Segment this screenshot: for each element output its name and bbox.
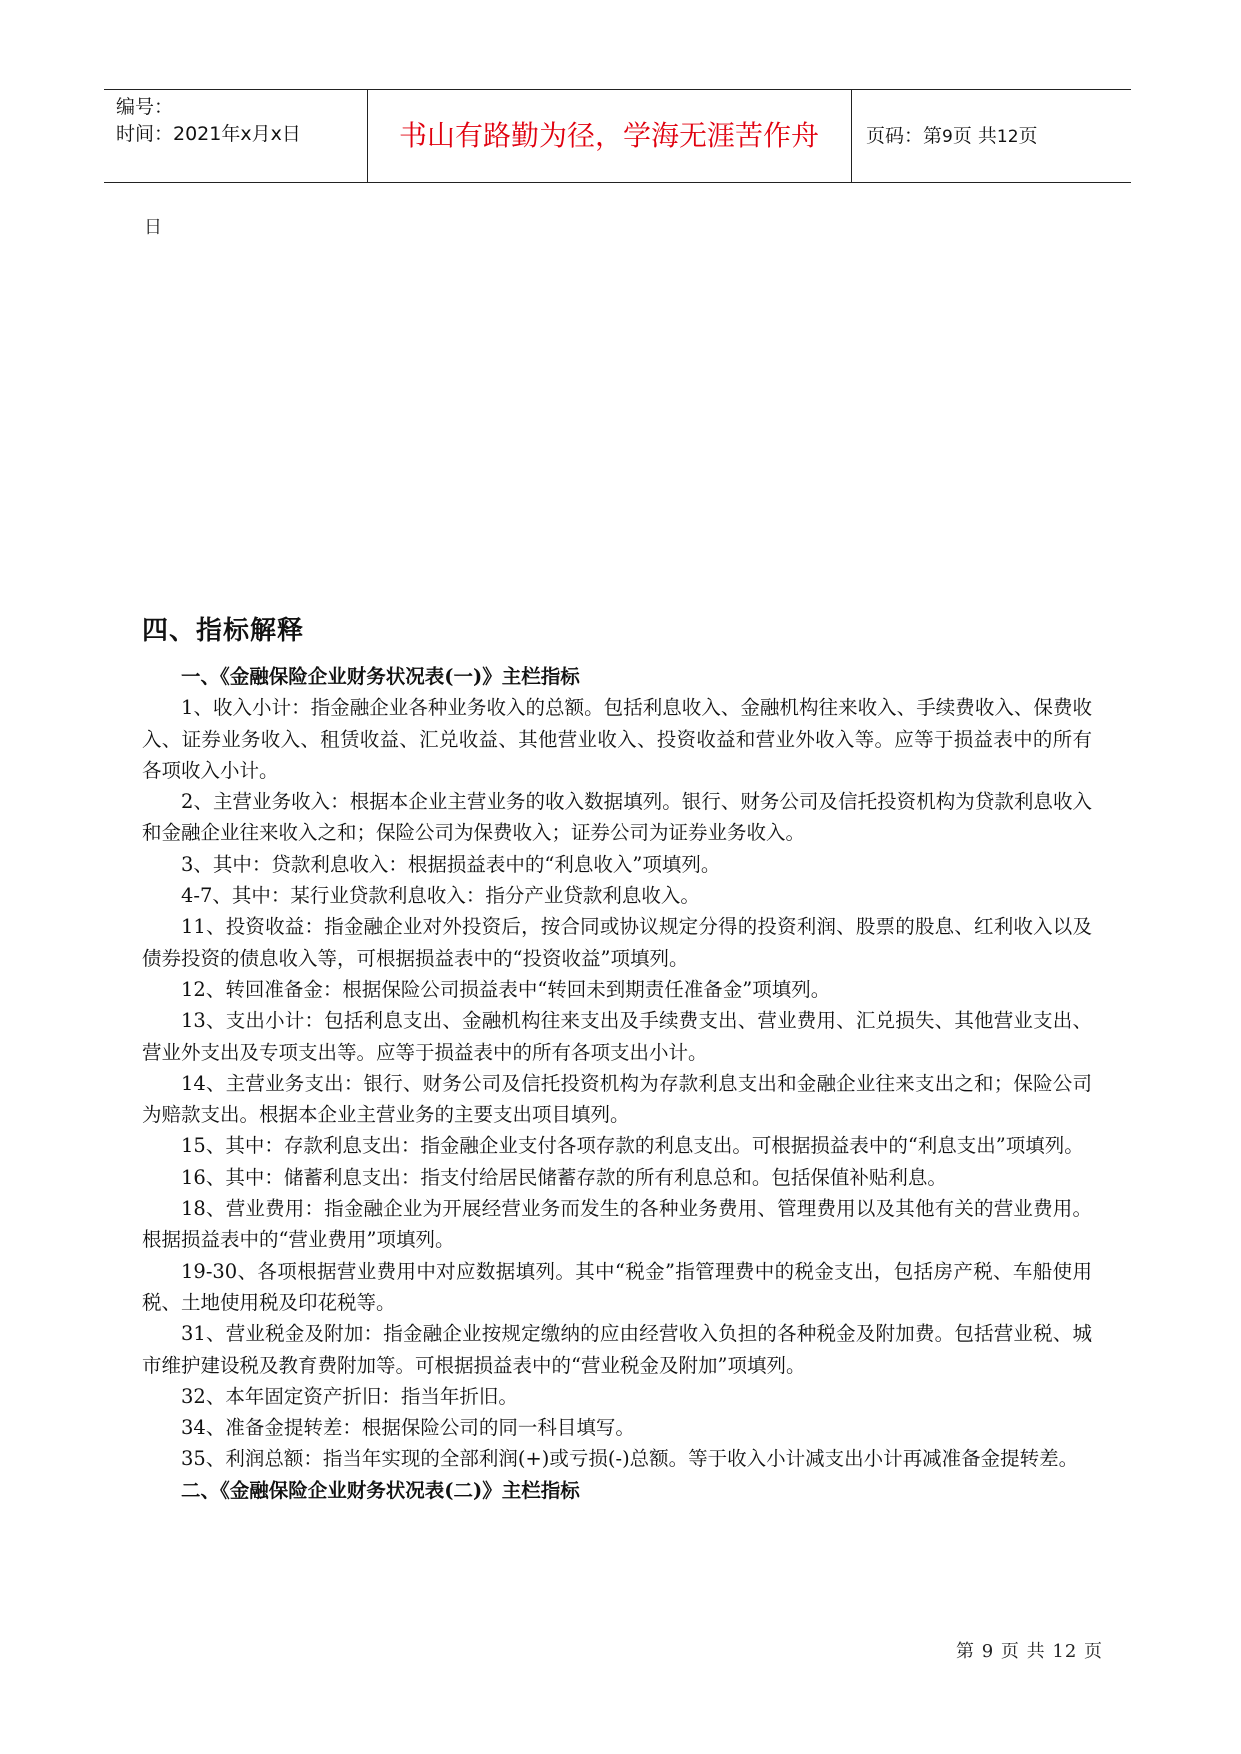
- page-label-end: 页: [1018, 125, 1038, 147]
- header-divider: [851, 90, 852, 182]
- body-text: [142, 661, 1092, 1506]
- paragraph: 18、营业费用：指金融企业为开展经营业务而发生的各种业务费用、管理费用以及其他有关的营业费用。根据损益表中的“营业费用”项填列。: [142, 1197, 1092, 1252]
- page-current: 9: [942, 127, 953, 147]
- page-label-mid: 页 共: [952, 125, 997, 147]
- section-heading: 四、指标解释: [142, 616, 305, 646]
- paragraph: 31、营业税金及附加：指金融企业按规定缴纳的应由经营收入负担的各种税金及附加费。包括营业税、城市维护建设税及教育费附加等。可根据损益表中的“营业税金及附加”项填列。: [142, 1322, 1092, 1377]
- header-page-indicator: [866, 90, 1038, 182]
- paragraph: 1、收入小计：指金融企业各种业务收入的总额。包括利息收入、金融机构往来收入、手续费收入、保费收入、证券业务收入、租赁收益、汇兑收益、其他营业收入、投资收益和营业外收入等。应等于损益表中的所有各项收入小计。: [142, 696, 1092, 782]
- header-divider: [367, 90, 368, 182]
- page-footer: 第 9 页 共 12 页: [956, 1641, 1103, 1662]
- paragraph: 16、其中：储蓄利息支出：指支付给居民储蓄存款的所有利息总和。包括保值补贴利息。: [181, 1165, 947, 1189]
- paragraph: 32、本年固定资产折旧：指当年折旧。: [181, 1384, 518, 1408]
- paragraph: 35、利润总额：指当年实现的全部利润(+)或亏损(-)总额。等于收入小计减支出小计再减准备金提转差。: [181, 1447, 1079, 1471]
- paragraph: 2、主营业务收入：根据本企业主营业务的收入数据填列。银行、财务公司及信托投资机构为贷款利息收入和金融企业往来收入之和；保险公司为保费收入；证券公司为证券业务收入。: [142, 790, 1092, 845]
- document-time-label: 时间：2021年x月x日: [116, 123, 301, 145]
- paragraph: 19-30、各项根据营业费用中对应数据填列。其中“税金”指管理费中的税金支出，包括房产税、车船使用税、土地使用税及印花税等。: [142, 1259, 1092, 1314]
- page-label-prefix: 页码：第: [866, 125, 943, 147]
- paragraph: 34、准备金提转差：根据保险公司的同一科目填写。: [181, 1416, 635, 1440]
- subsection-heading: 二、《金融保险企业财务状况表(二)》主栏指标: [181, 1478, 580, 1502]
- subsection-heading: 一、《金融保险企业财务状况表(一)》主栏指标: [181, 665, 580, 688]
- document-number-label: 编号：: [116, 96, 174, 118]
- page-header: [104, 89, 1131, 183]
- header-motto: 书山有路勤为径，学海无涯苦作舟: [398, 119, 819, 152]
- paragraph: 12、转回准备金：根据保险公司损益表中“转回未到期责任准备金”项填列。: [181, 977, 831, 1001]
- header-meta: [116, 94, 366, 148]
- stray-character: 日: [144, 217, 162, 238]
- paragraph: 11、投资收益：指金融企业对外投资后，按合同或协议规定分得的投资利润、股票的股息、红利收入以及债券投资的债息收入等，可根据损益表中的“投资收益”项填列。: [142, 915, 1092, 970]
- paragraph: 3、其中：贷款利息收入：根据损益表中的“利息收入”项填列。: [181, 852, 721, 876]
- paragraph: 14、主营业务支出：银行、财务公司及信托投资机构为存款利息支出和金融企业往来支出之和；保险公司为赔款支出。根据本企业主营业务的主要支出项目填列。: [142, 1071, 1092, 1127]
- paragraph: 15、其中：存款利息支出：指金融企业支付各项存款的利息支出。可根据损益表中的“利息支出”项填列。: [181, 1134, 1084, 1158]
- paragraph: 13、支出小计：包括利息支出、金融机构往来支出及手续费支出、营业费用、汇兑损失、其他营业支出、营业外支出及专项支出等。应等于损益表中的所有各项支出小计。: [142, 1009, 1092, 1064]
- paragraph: 4-7、其中：某行业贷款利息收入：指分产业贷款利息收入。: [181, 884, 700, 908]
- page-total: 12: [996, 127, 1019, 147]
